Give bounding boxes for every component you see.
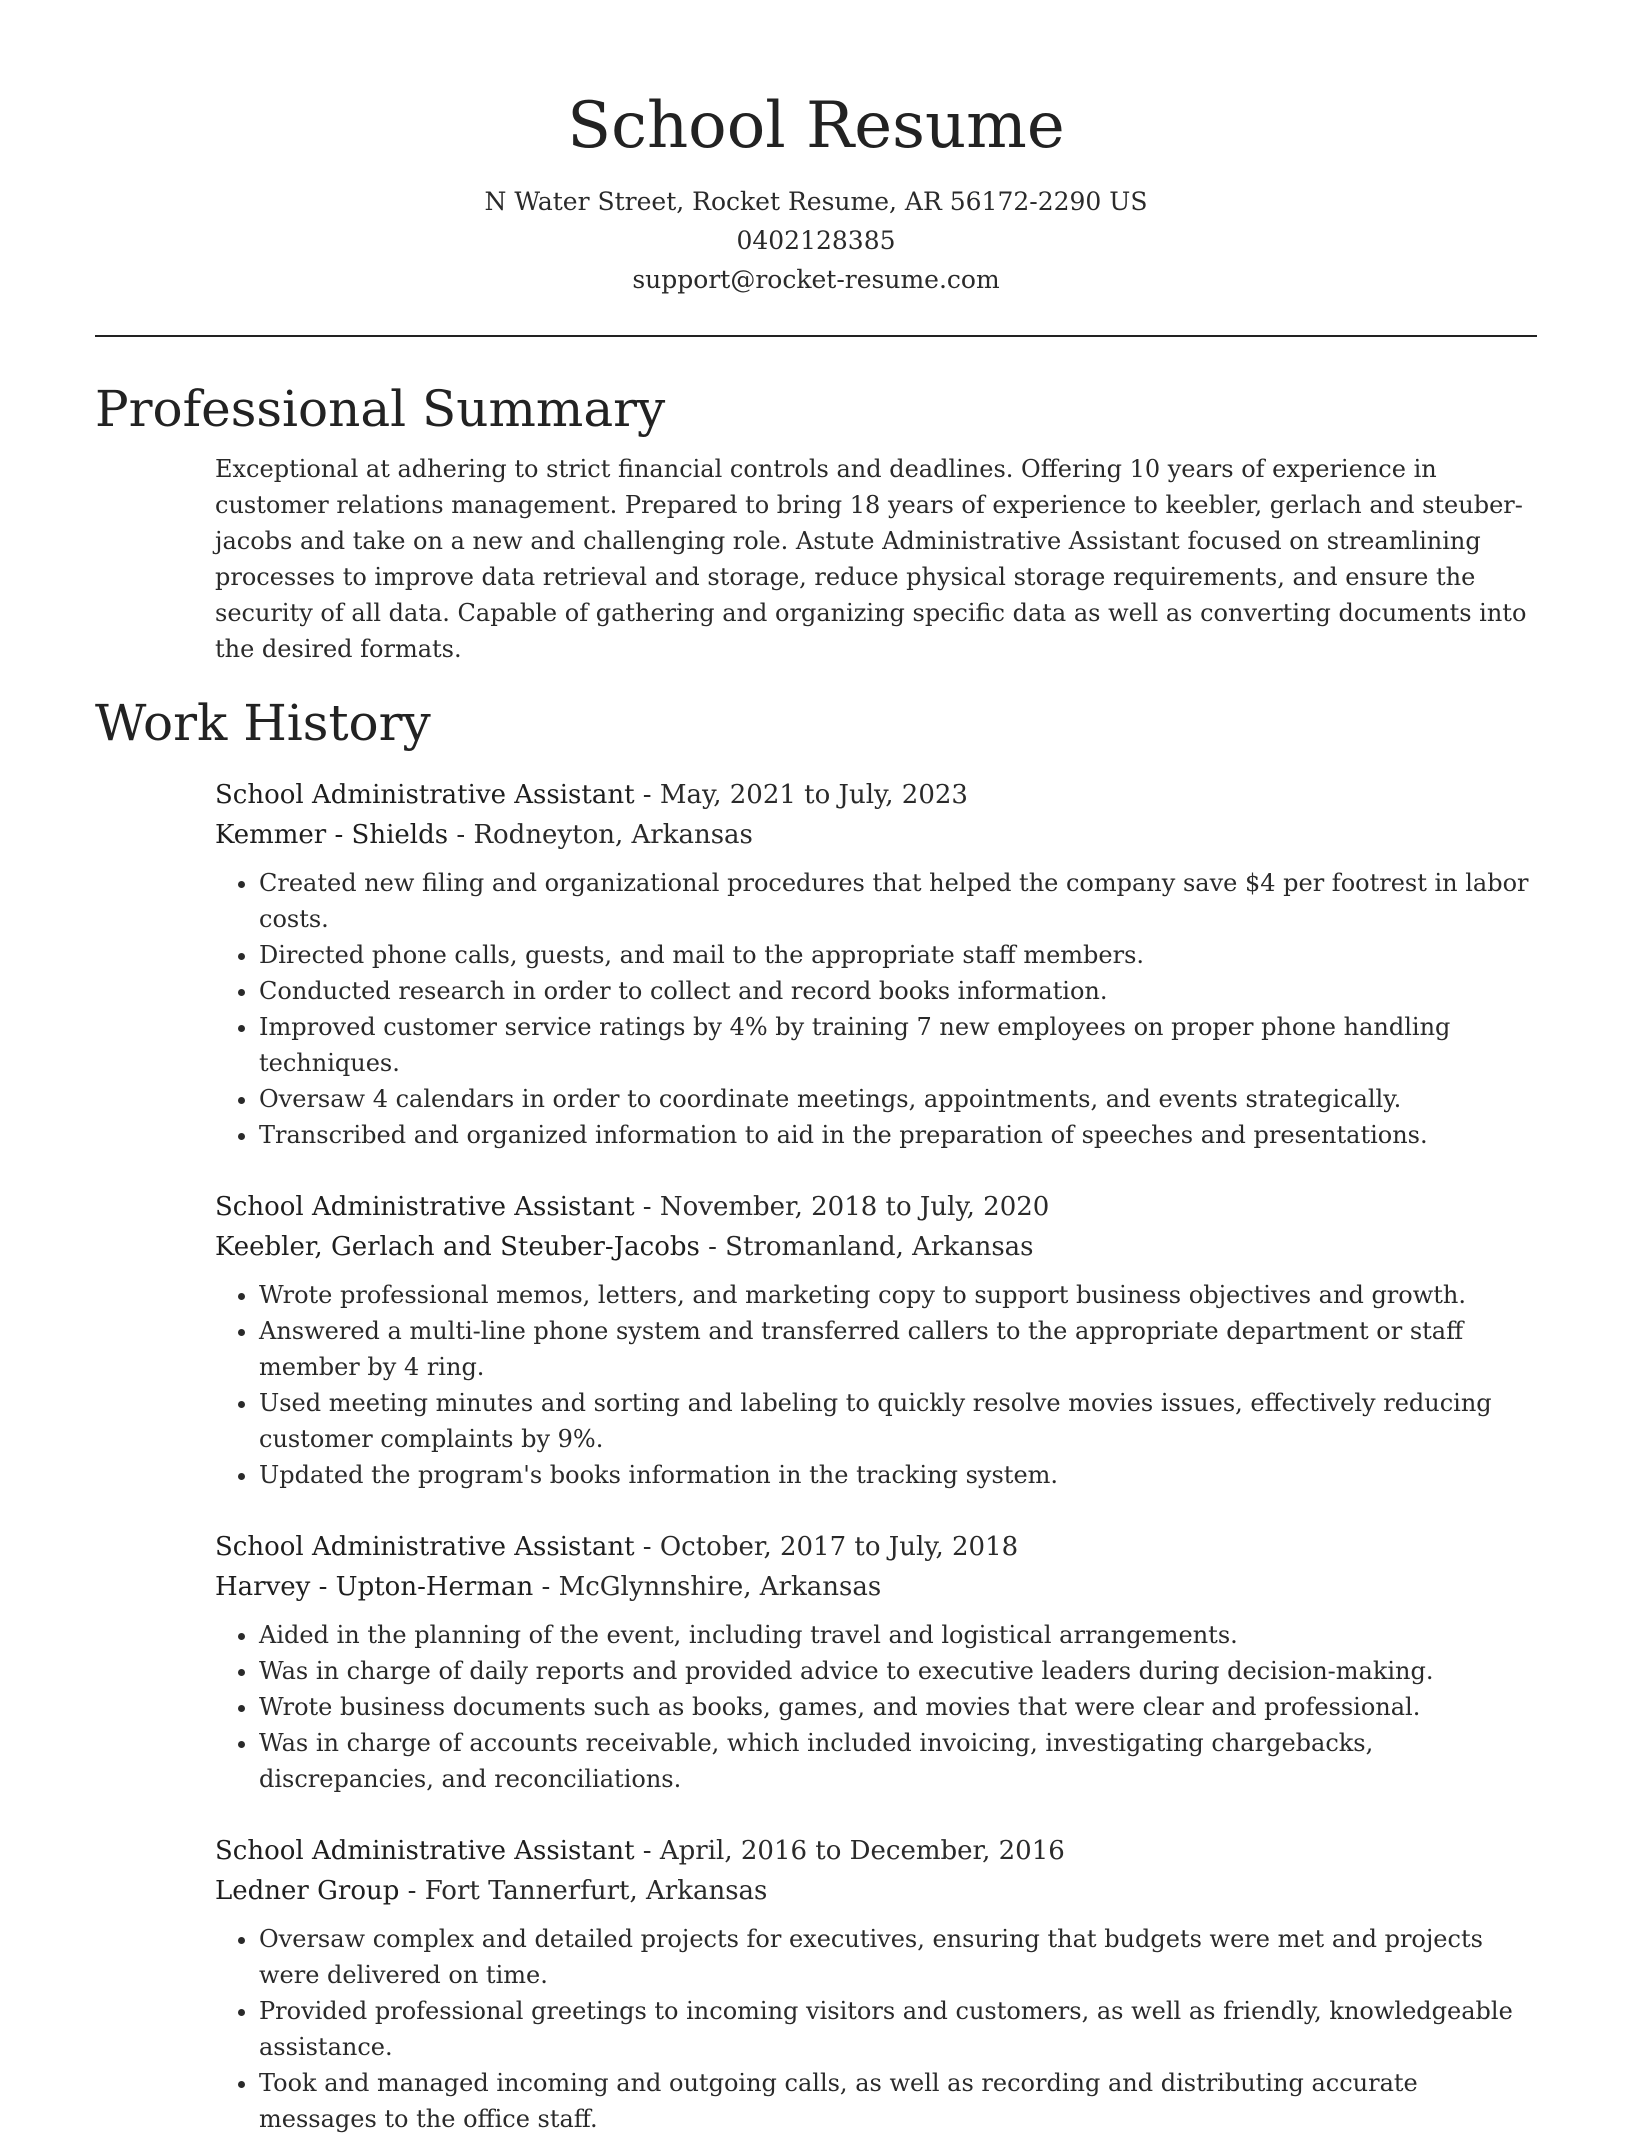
job-bullet: • Was in charge of accounts receivable, which included invoicing, investigating chargebacks, discrepancies, and reconciliations.	[259, 1725, 1537, 1797]
job-location: - McGlynnshire, Arkansas	[533, 1572, 882, 1602]
job-company-line	[215, 1227, 1537, 1267]
job-entry	[215, 1187, 1537, 1493]
resume-name: School Resume	[567, 89, 1065, 163]
header-divider	[95, 335, 1537, 337]
job-bullet: • Oversaw 4 calendars in order to coordinate meetings, appointments, and events strategically.	[259, 1081, 1537, 1117]
job-bullet: • Aided in the planning of the event, including travel and logistical arrangements.	[259, 1617, 1537, 1653]
job-location: - Stromanland, Arkansas	[699, 1232, 1034, 1262]
job-bullet: • Answered a multi-line phone system and transferred callers to the appropriate department or staff member by 4 ring.	[259, 1313, 1537, 1385]
job-company: Harvey - Upton-Herman	[215, 1572, 534, 1602]
job-bullet: • Improved customer service ratings by 4% by training 7 new employees on proper phone handling techniques.	[259, 1009, 1537, 1081]
job-title-line	[215, 1831, 1537, 1871]
job-bullet: • Took and managed incoming and outgoing calls, as well as recording and distributing accurate messages to the office staff.	[259, 2065, 1537, 2137]
job-bullet: • Provided professional greetings to incoming visitors and customers, as well as friendly, knowledgeable assistance.	[259, 1993, 1537, 2065]
job-dates: - April, 2016 to December, 2016	[634, 1836, 1065, 1866]
job-title-line	[215, 1187, 1537, 1227]
job-location: - Fort Tannerfurt, Arkansas	[399, 1876, 768, 1906]
work-history-list	[215, 775, 1537, 2137]
summary-heading: Professional Summary	[95, 380, 666, 438]
job-entry	[215, 1831, 1537, 2137]
job-title-line	[215, 1527, 1537, 1567]
job-bullet: • Was in charge of daily reports and provided advice to executive leaders during decision-making.	[259, 1653, 1537, 1689]
job-bullet: • Wrote business documents such as books, games, and movies that were clear and professional.	[259, 1689, 1537, 1725]
job-bullet: • Transcribed and organized information to aid in the preparation of speeches and presentations.	[259, 1117, 1537, 1153]
job-title: School Administrative Assistant	[215, 780, 635, 810]
job-title-line	[215, 775, 1537, 815]
job-bullet: • Created new filing and organizational procedures that helped the company save $4 per footrest in labor costs.	[259, 865, 1537, 937]
job-title: School Administrative Assistant	[215, 1836, 635, 1866]
job-bullet: • Wrote professional memos, letters, and marketing copy to support business objectives and growth.	[259, 1277, 1537, 1313]
contact-address: N Water Street, Rocket Resume, AR 56172-2290 US	[484, 187, 1148, 216]
job-bullet: • Oversaw complex and detailed projects for executives, ensuring that budgets were met and projects were delivered on time.	[259, 1921, 1537, 1993]
job-company: Ledner Group	[215, 1876, 400, 1906]
job-bullet: • Used meeting minutes and sorting and labeling to quickly resolve movies issues, effectively reducing customer complaints by 9%.	[259, 1385, 1537, 1457]
job-company-line	[215, 815, 1537, 855]
work-history-heading: Work History	[95, 694, 431, 752]
summary-text: Exceptional at adhering to strict financial controls and deadlines. Offering 10 years of experience in customer relations management. Prepared to bring 18 years of experience to keebler, gerlach and steuber-jacobs and take on a new and challenging role. Astute Administrative Assistant focused on streamlining processes to improve data retrieval and storage, reduce physical storage requirements, and ensure the security of all data. Capable of gathering and organizing specific data as well as converting documents into the desired formats.	[215, 455, 1527, 663]
job-bullets	[215, 865, 1537, 1153]
job-bullet: • Conducted research in order to collect and record books information.	[259, 973, 1537, 1009]
job-bullets	[215, 1921, 1537, 2137]
job-title: School Administrative Assistant	[215, 1192, 635, 1222]
job-dates: - October, 2017 to July, 2018	[634, 1532, 1019, 1562]
job-location: - Rodneyton, Arkansas	[448, 820, 753, 850]
job-dates: - November, 2018 to July, 2020	[634, 1192, 1050, 1222]
contact-email: support@rocket-resume.com	[632, 265, 1000, 294]
job-dates: - May, 2021 to July, 2023	[634, 780, 968, 810]
contact-phone: 0402128385	[736, 226, 896, 255]
job-entry	[215, 1527, 1537, 1797]
job-entry	[215, 775, 1537, 1153]
job-company: Kemmer - Shields	[215, 820, 449, 850]
resume-header	[95, 0, 1537, 299]
job-title: School Administrative Assistant	[215, 1532, 635, 1562]
job-bullets	[215, 1617, 1537, 1797]
job-bullet: • Directed phone calls, guests, and mail to the appropriate staff members.	[259, 937, 1537, 973]
job-bullets	[215, 1277, 1537, 1493]
job-company: Keebler, Gerlach and Steuber-Jacobs	[215, 1232, 700, 1262]
job-bullet: • Updated the program's books information in the tracking system.	[259, 1457, 1537, 1493]
job-company-line	[215, 1871, 1537, 1911]
job-company-line	[215, 1567, 1537, 1607]
